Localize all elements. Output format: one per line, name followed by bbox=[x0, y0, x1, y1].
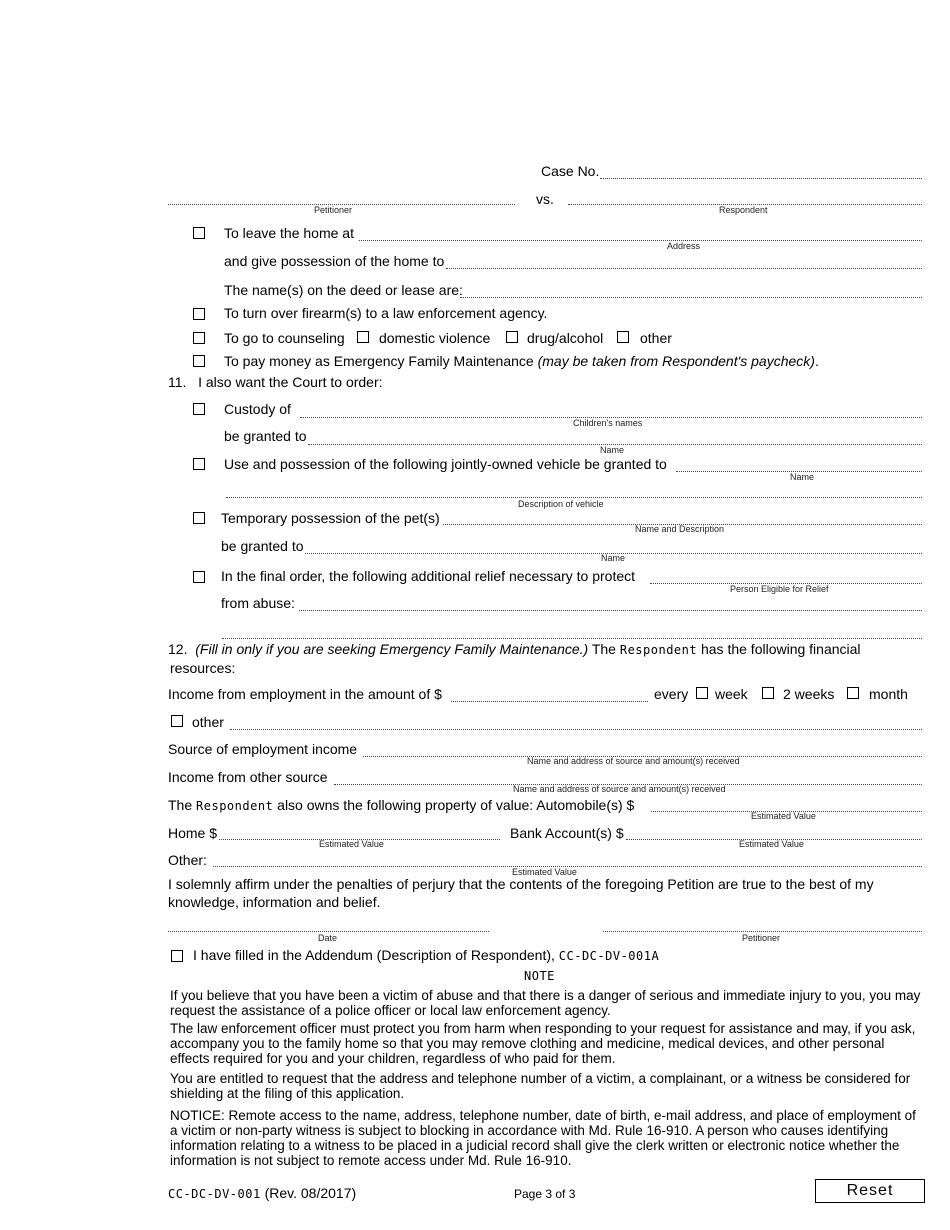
counseling-dv-checkbox[interactable] bbox=[357, 331, 369, 343]
final-order-label: In the final order, the following additional relief necessary to protect bbox=[221, 568, 636, 584]
form-code: CC-DC-DV-001 bbox=[168, 1187, 261, 1201]
case-no-field[interactable] bbox=[600, 178, 922, 179]
leave-home-label: To leave the home at bbox=[224, 225, 354, 241]
section-12-italic: (Fill in only if you are seeking Emergency Family Maintenance.) bbox=[195, 641, 589, 657]
freq-other-label: other bbox=[192, 714, 224, 730]
section-12-rest: has the following financial bbox=[700, 641, 861, 657]
freq-month-label: month bbox=[869, 686, 908, 702]
property-rest: also owns the following property of value: Automobile(s) $ bbox=[277, 797, 635, 813]
note-paragraph-3: You are entitled to request that the address and telephone number of a victim, a complainant, or a witness be considered for shielding at the filing of this application. bbox=[170, 1071, 911, 1101]
pet-desc-caption: Name and Description bbox=[635, 524, 725, 534]
note-paragraph-2: The law enforcement officer must protect you from harm when responding to your request for assistance and may, if you ask, accompany you to the family home so that you may remove clothing and medicine, medical devices, and other personal effects required for you and your children, regardless of who paid for them. bbox=[170, 1021, 916, 1066]
leave-home-address-field[interactable] bbox=[359, 240, 922, 241]
income-label: Income from employment in the amount of $ bbox=[168, 686, 442, 702]
reset-button[interactable]: Reset bbox=[815, 1179, 925, 1203]
counseling-drug-label: drug/alcohol bbox=[527, 330, 604, 346]
page-number: Page 3 of 3 bbox=[514, 1187, 576, 1201]
addendum-label bbox=[193, 948, 659, 963]
firearms-checkbox[interactable] bbox=[193, 308, 205, 320]
counseling-drug-checkbox[interactable] bbox=[506, 331, 518, 343]
vs-label: vs. bbox=[536, 191, 554, 207]
footer-form-code bbox=[168, 1186, 356, 1201]
every-label: every bbox=[654, 686, 689, 702]
freq-2weeks-label: 2 weeks bbox=[783, 686, 835, 702]
maintenance-checkbox[interactable] bbox=[193, 355, 205, 367]
vehicle-name-caption: Name bbox=[790, 472, 815, 482]
pet-checkbox[interactable] bbox=[193, 512, 205, 524]
note-paragraph-1: If you believe that you have been a victim of abuse and that there is a danger of serious and immediate injury to you, you may request the assistance of a police officer or local law enforcement agency. bbox=[170, 988, 921, 1018]
custody-name-caption: Name bbox=[600, 445, 625, 455]
custody-checkbox[interactable] bbox=[193, 403, 205, 415]
date-field[interactable] bbox=[168, 931, 489, 932]
give-possession-field[interactable] bbox=[446, 268, 922, 269]
source-caption: Name and address of source and amount(s) received bbox=[527, 756, 740, 766]
signature-field[interactable] bbox=[603, 931, 922, 932]
firearms-label: To turn over firearm(s) to a law enforcement agency. bbox=[224, 305, 548, 321]
affirmation-line-2: knowledge, information and belief. bbox=[168, 894, 381, 910]
custody-label: Custody of bbox=[224, 401, 291, 417]
section-12-number: 12. bbox=[168, 641, 188, 657]
other-property-label: Other: bbox=[168, 852, 207, 868]
from-abuse-label: from abuse: bbox=[221, 595, 295, 611]
note-heading: NOTE bbox=[524, 969, 555, 983]
affirmation-line-1: I solemnly affirm under the penalties of perjury that the contents of the foregoing Petition are true to the best of my bbox=[168, 876, 874, 892]
auto-caption: Estimated Value bbox=[751, 811, 816, 821]
section-12-the: The bbox=[591, 641, 616, 657]
home-label: Home $ bbox=[168, 825, 218, 841]
pet-name-caption: Name bbox=[601, 553, 626, 563]
from-abuse-field-1[interactable] bbox=[299, 610, 922, 611]
petitioner-caption: Petitioner bbox=[314, 205, 353, 215]
other-income-label: Income from other source bbox=[168, 769, 328, 785]
freq-other-checkbox[interactable] bbox=[171, 715, 183, 727]
maintenance-end: . bbox=[814, 353, 819, 369]
from-abuse-field-2[interactable] bbox=[222, 638, 922, 639]
vehicle-checkbox[interactable] bbox=[193, 458, 205, 470]
counseling-other-checkbox[interactable] bbox=[617, 331, 629, 343]
counseling-dv-label: domestic violence bbox=[379, 330, 491, 346]
eligible-caption: Person Eligible for Relief bbox=[730, 584, 829, 594]
vehicle-desc-caption: Description of vehicle bbox=[518, 499, 604, 509]
respondent-caption: Respondent bbox=[719, 205, 768, 215]
date-caption: Date bbox=[318, 933, 338, 943]
freq-2weeks-checkbox[interactable] bbox=[762, 687, 774, 699]
section-12-line2: resources: bbox=[170, 660, 236, 676]
note-paragraph-4: NOTICE: Remote access to the name, address, telephone number, date of birth, e-mail address, and place of employment of a victim or non-party witness is subject to blocking in accordance with Md. Rule 16-910. A person who causes identifying information relating to a witness to be placed in a judicial record shall give the clerk written or electronic notice whether the information is not subject to remote access under Md. Rule 16-910. bbox=[170, 1108, 916, 1168]
case-no-label: Case No. bbox=[541, 163, 600, 179]
maintenance-note: (may be taken from Respondent's paycheck) bbox=[537, 353, 815, 369]
property-respondent: Respondent bbox=[196, 799, 274, 813]
counseling-checkbox[interactable] bbox=[193, 332, 205, 344]
give-possession-label: and give possession of the home to bbox=[224, 253, 445, 269]
pet-label: Temporary possession of the pet(s) bbox=[221, 510, 440, 526]
address-caption: Address bbox=[667, 241, 701, 251]
vehicle-description-field[interactable] bbox=[226, 497, 922, 498]
bank-caption: Estimated Value bbox=[739, 839, 804, 849]
freq-other-field[interactable] bbox=[230, 729, 922, 730]
home-caption: Estimated Value bbox=[319, 839, 384, 849]
counseling-other-label: other bbox=[640, 330, 672, 346]
section-11-heading: 11. I also want the Court to order: bbox=[168, 374, 383, 390]
addendum-text: I have filled in the Addendum (Description of Respondent), bbox=[193, 947, 555, 963]
final-order-checkbox[interactable] bbox=[193, 571, 205, 583]
bank-label: Bank Account(s) $ bbox=[510, 825, 624, 841]
addendum-checkbox[interactable] bbox=[171, 950, 183, 962]
maintenance-text: To pay money as Emergency Family Maintenance bbox=[224, 353, 534, 369]
counseling-label: To go to counseling bbox=[224, 330, 345, 346]
pet-granted-label: be granted to bbox=[221, 538, 304, 554]
other-prop-caption: Estimated Value bbox=[512, 867, 577, 877]
childrens-names-caption: Children's names bbox=[573, 418, 643, 428]
freq-week-checkbox[interactable] bbox=[696, 687, 708, 699]
freq-week-label: week bbox=[715, 686, 748, 702]
maintenance-label bbox=[224, 354, 819, 369]
addendum-form-code: CC-DC-DV-001A bbox=[558, 949, 660, 963]
section-12-intro bbox=[168, 642, 861, 657]
other-income-caption: Name and address of source and amount(s) received bbox=[513, 784, 726, 794]
section-12-respondent: Respondent bbox=[619, 643, 698, 657]
income-amount-field[interactable] bbox=[451, 701, 648, 702]
form-revision: (Rev. 08/2017) bbox=[264, 1185, 357, 1201]
source-label: Source of employment income bbox=[168, 741, 358, 757]
deed-names-label: The name(s) on the deed or lease are: bbox=[224, 282, 463, 298]
leave-home-checkbox[interactable] bbox=[193, 227, 205, 239]
freq-month-checkbox[interactable] bbox=[847, 687, 859, 699]
property-label bbox=[168, 798, 634, 813]
property-the: The bbox=[168, 797, 193, 813]
deed-names-field[interactable] bbox=[460, 297, 922, 298]
custody-granted-label: be granted to bbox=[224, 428, 307, 444]
vehicle-label: Use and possession of the following jointly-owned vehicle be granted to bbox=[224, 456, 667, 472]
signature-caption: Petitioner bbox=[742, 933, 781, 943]
